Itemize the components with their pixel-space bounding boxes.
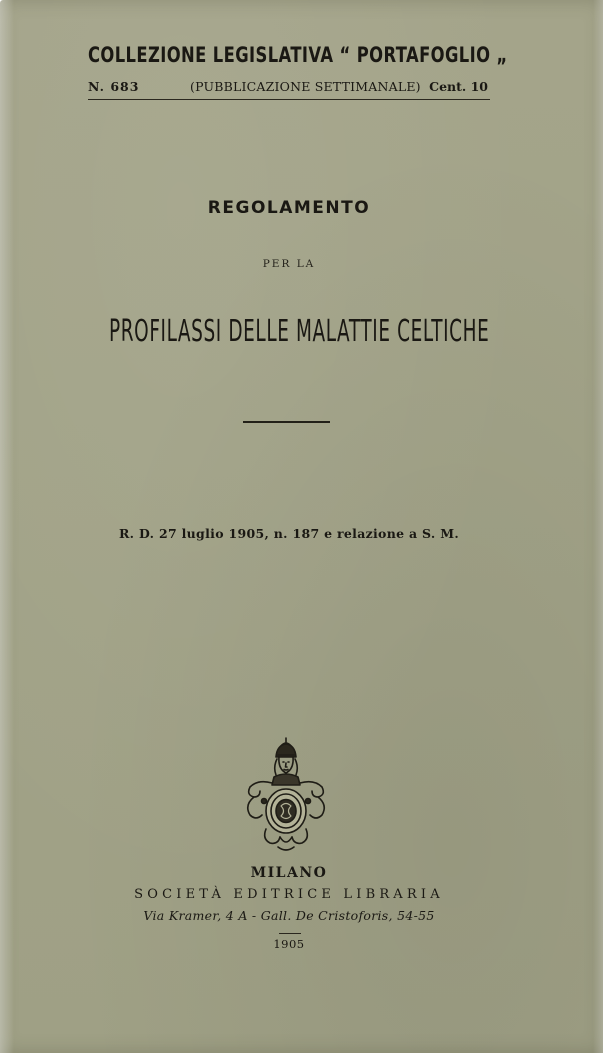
publication-frequency: (PUBBLICAZIONE SETTIMANALE)	[190, 79, 421, 94]
publisher-name: SOCIETÀ EDITRICE LIBRARIA	[134, 887, 444, 902]
publisher-address: Via Kramer, 4 A - Gall. De Cristoforis, 54-55	[143, 908, 435, 923]
minerva-emblem-icon	[240, 735, 332, 855]
header-divider	[88, 99, 490, 100]
publication-year: 1905	[273, 937, 305, 951]
publisher-city: MILANO	[250, 865, 328, 881]
issue-number: N. 683	[88, 79, 140, 94]
title-divider	[243, 421, 330, 423]
title-connector: PER LA	[262, 258, 316, 270]
decree-reference: R. D. 27 luglio 1905, n. 187 e relazione a S. M.	[118, 526, 460, 541]
imprint-divider	[279, 933, 301, 934]
price: Cent. 10	[429, 79, 488, 94]
series-info-row	[88, 78, 490, 96]
subject-title: PROFILASSI DELLE MALATTIE CELTICHE	[109, 314, 490, 349]
main-title: REGOLAMENTO	[207, 198, 371, 218]
series-title: COLLEZIONE LEGISLATIVA “ PORTAFOGLIO „	[88, 43, 508, 67]
